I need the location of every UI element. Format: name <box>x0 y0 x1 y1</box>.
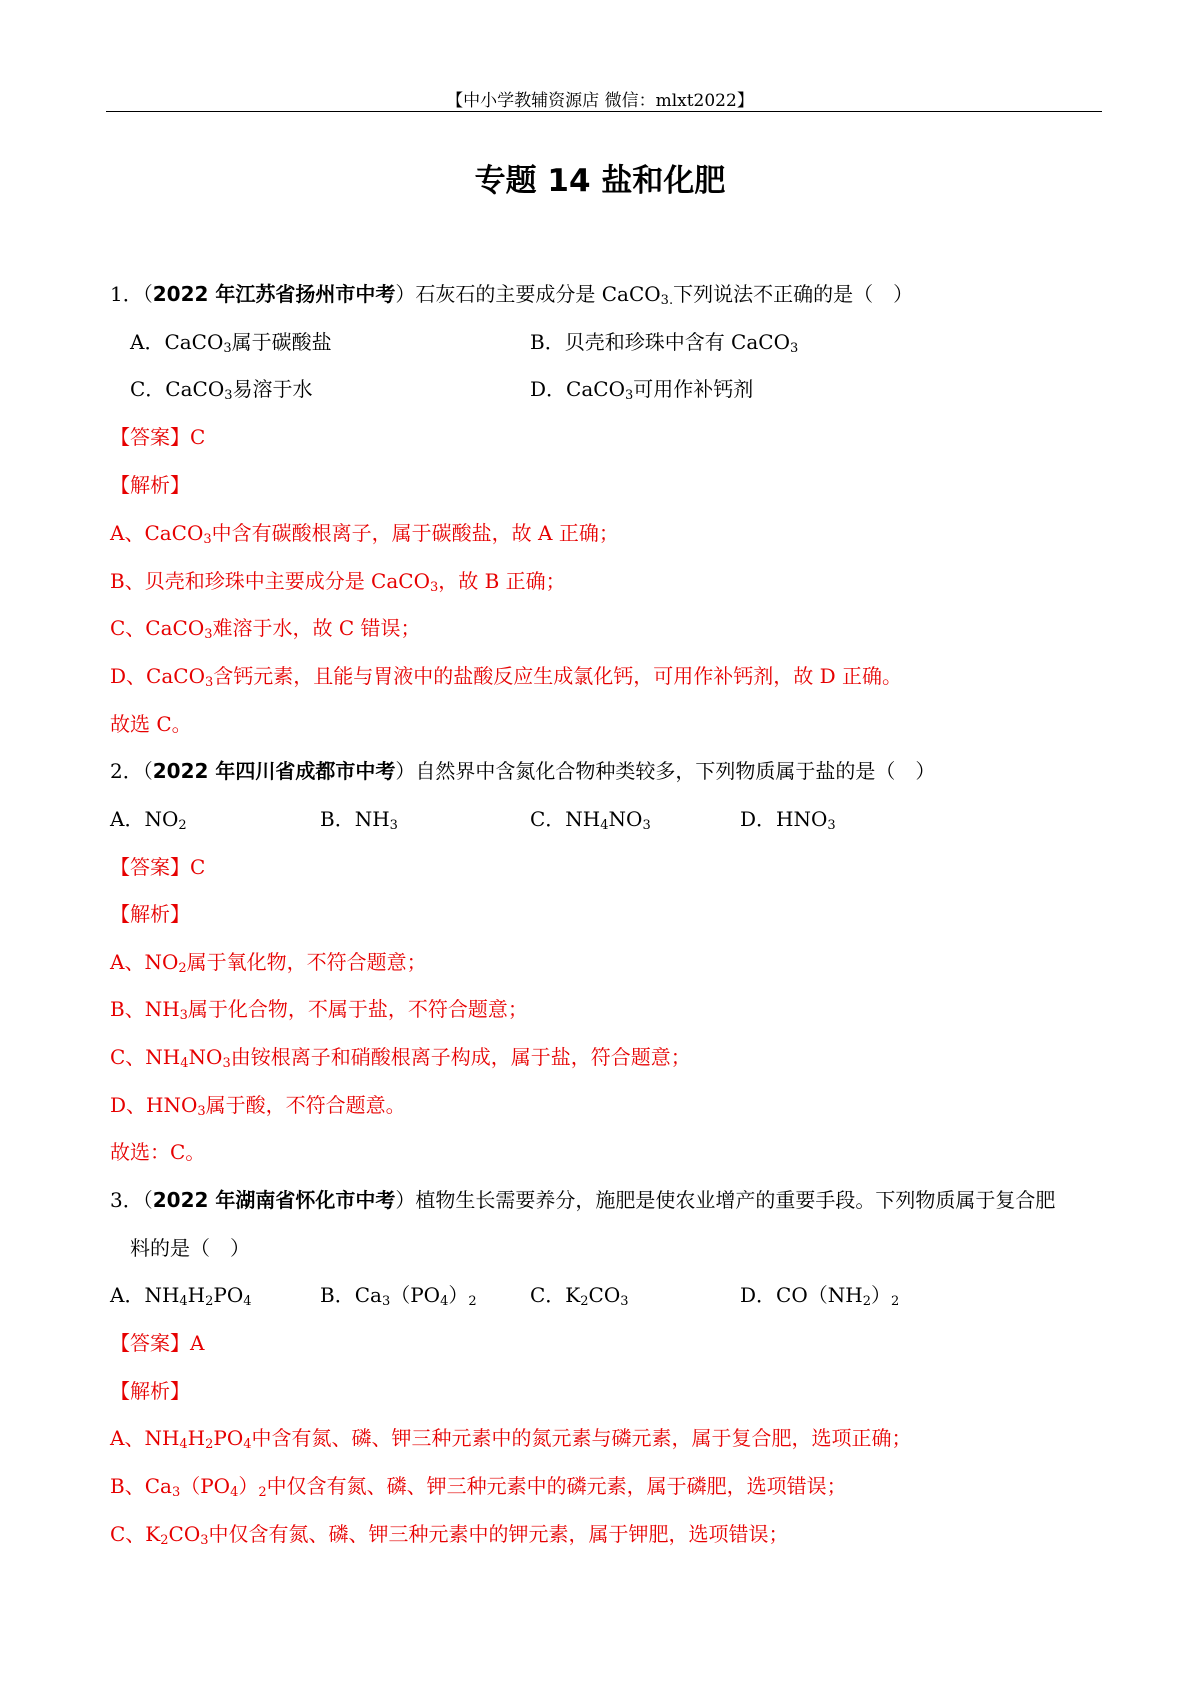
q1-analysis-d: D、CaCO$_3$含钙元素，且能与胃液中的盐酸反应生成氯化钙，可用作补钙剂，故 D 正确。 <box>110 664 902 690</box>
q2-choose: 故选：C。 <box>110 1140 206 1164</box>
q3-analysis-a: A、$NH_4H_2PO_4$中含有氮、磷、钾三种元素中的氮元素与磷元素，属于复合肥，选项正确； <box>110 1426 912 1452</box>
q2-option-a: A．$NO_2$ <box>110 807 187 833</box>
q1-option-a: A．CaCO$_3$属于碳酸盐 <box>130 330 332 356</box>
q2-analysis-label: 【解析】 <box>110 902 190 926</box>
q1-analysis-label: 【解析】 <box>110 473 190 497</box>
header-rule <box>106 111 1102 112</box>
q1-answer: 【答案】C <box>110 425 206 449</box>
q3-option-b: B．$Ca_3(PO_4)_2$ <box>320 1283 477 1309</box>
question-3: 3．（2022 年湖南省怀化市中考）植物生长需要养分，施肥是使农业增产的重要手段。下列物质属于复合肥 <box>110 1188 1056 1212</box>
question-3-source: 2022 年湖南省怀化市中考 <box>152 1188 396 1212</box>
question-3-line-2: 料的是（ ） <box>130 1236 250 1260</box>
question-2-options <box>0 805 1200 833</box>
q2-option-c: C．$NH_4NO_3$ <box>530 807 651 833</box>
q3-analysis-b: B、$Ca_3(PO_4)_2$中仅含有氮、磷、钾三种元素中的磷元素，属于磷肥，选项错误； <box>110 1474 847 1500</box>
q3-option-d: D．$CO(NH_2)_2$ <box>740 1283 900 1309</box>
q3-option-a: A．$NH_4H_2PO_4$ <box>110 1283 252 1309</box>
q1-analysis-b: B、贝壳和珍珠中主要成分是 CaCO$_3$，故 B 正确； <box>110 569 566 595</box>
q2-analysis-d: D、$HNO_3$属于酸，不符合题意。 <box>110 1093 406 1119</box>
q3-option-c: C．$K_2CO_3$ <box>530 1283 629 1309</box>
question-1-options <box>0 328 1200 356</box>
question-1-options-2 <box>0 375 1200 403</box>
q1-option-d: D．CaCO$_3$可用作补钙剂 <box>530 377 754 403</box>
q2-option-b: B．$NH_3$ <box>320 807 398 833</box>
q2-analysis-b: B、$NH_3$属于化合物，不属于盐，不符合题意； <box>110 997 528 1023</box>
question-2-source: 2022 年四川省成都市中考 <box>152 759 396 783</box>
q3-answer: 【答案】A <box>110 1331 205 1355</box>
q1-choose: 故选 C。 <box>110 712 192 736</box>
page-header: 【中小学教辅资源店 微信：mlxt2022】 <box>446 91 754 111</box>
question-1: 1．（2022 年江苏省扬州市中考）石灰石的主要成分是 CaCO$_{3.}$下列说法不正确的是（ ） <box>110 282 914 308</box>
question-2: 2．（2022 年四川省成都市中考）自然界中含氮化合物种类较多，下列物质属于盐的是（ ） <box>110 759 936 783</box>
q3-analysis-label: 【解析】 <box>110 1379 190 1403</box>
q1-analysis-a: A、CaCO$_3$中含有碳酸根离子，属于碳酸盐，故 A 正确； <box>110 521 619 547</box>
q2-analysis-c: C、$NH_4NO_3$由铵根离子和硝酸根离子构成，属于盐，符合题意； <box>110 1045 691 1071</box>
page-title: 专题 14 盐和化肥 <box>474 163 726 199</box>
q2-answer: 【答案】C <box>110 855 206 879</box>
q2-option-d: D．$HNO_3$ <box>740 807 836 833</box>
q1-option-b: B．贝壳和珍珠中含有 CaCO$_3$ <box>530 330 799 356</box>
q3-analysis-c: C、$K_2CO_3$中仅含有氮、磷、钾三种元素中的钾元素，属于钾肥，选项错误； <box>110 1522 789 1548</box>
q1-analysis-c: C、CaCO$_3$难溶于水，故 C 错误； <box>110 616 421 642</box>
q2-analysis-a: A、$NO_2$属于氧化物，不符合题意； <box>110 950 427 976</box>
question-1-source: 2022 年江苏省扬州市中考 <box>152 282 396 306</box>
question-3-options <box>0 1281 1200 1309</box>
q1-option-c: C．CaCO$_3$易溶于水 <box>130 377 313 403</box>
